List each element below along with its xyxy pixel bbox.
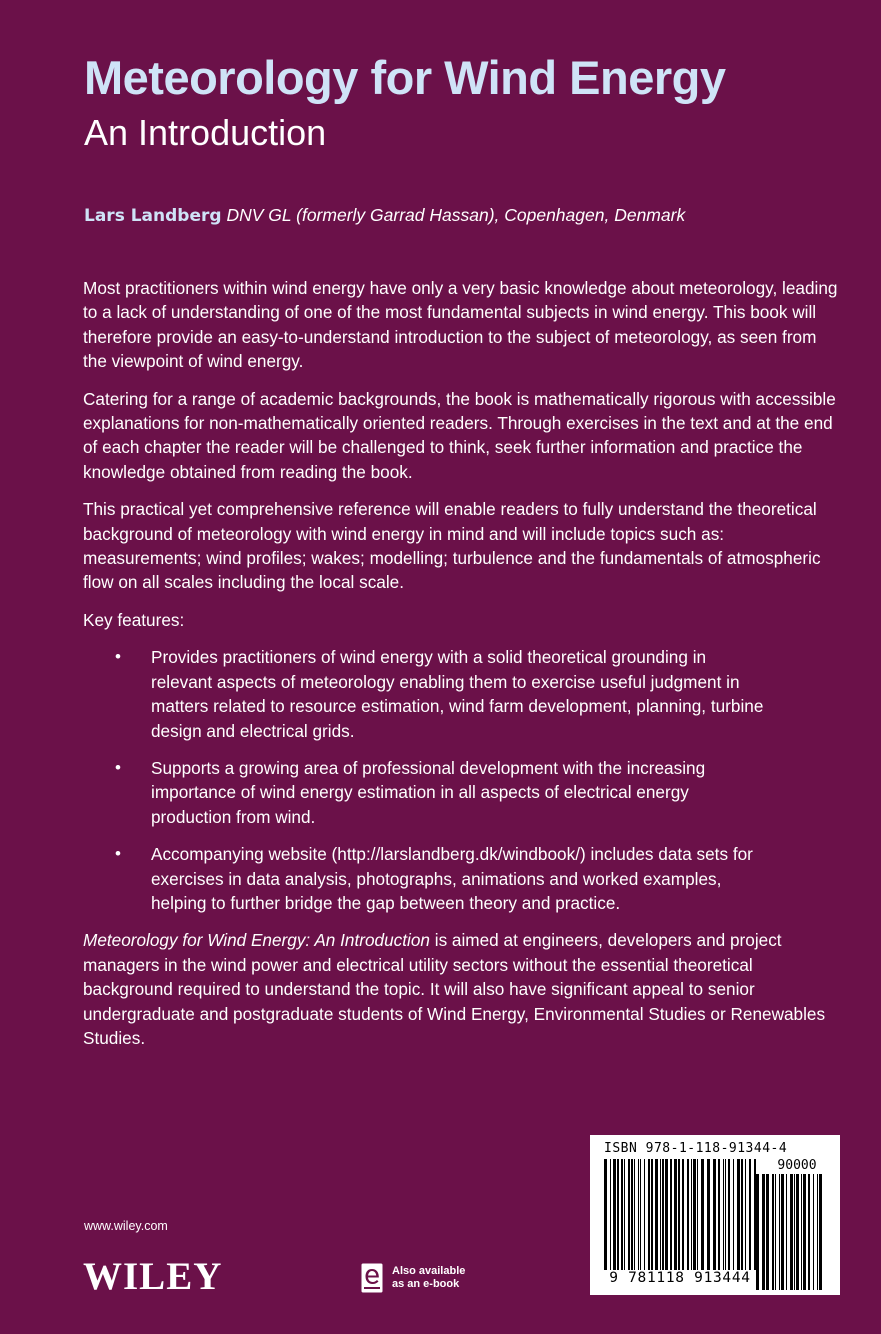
bullet-icon: • — [115, 757, 121, 777]
ebook-line-2: as an e-book — [392, 1278, 460, 1290]
list-item — [83, 842, 843, 915]
bullet-icon: • — [115, 647, 121, 667]
feature-text: Provides practitioners of wind energy with a solid theoretical grounding in relevant aspects of meteorology enabling them to exercise useful judgment in matters related to resource estimation, wind farm development, planning, turbine design and electrical grids. — [151, 647, 764, 741]
feature-text: Accompanying website (http://larslandberg.dk/windbook/) includes data sets for exercises in data analysis, photographs, animations and worked examples, helping to further bridge the gap between theory and practice. — [151, 844, 753, 913]
list-item — [83, 756, 843, 829]
closing-title-italic: Meteorology for Wind Energy: An Introduction — [83, 930, 430, 951]
blurb-paragraph-1: Most practitioners within wind energy have only a very basic knowledge about meteorology, leading to a lack of understanding of one of the most fundamental subjects in wind energy. This book will therefore provide an easy-to-understand introduction to the subject of meteorology, as seen from the viewpoint of wind energy. — [83, 278, 838, 372]
e-book-icon — [361, 1263, 383, 1293]
blurb — [83, 276, 843, 1063]
publisher-logo: WILEY — [83, 1255, 223, 1298]
closing-paragraph — [83, 928, 843, 1050]
bullet-icon: • — [115, 844, 121, 864]
barcode-addon-bars — [756, 1174, 826, 1290]
publisher-website: www.wiley.com — [84, 1219, 168, 1233]
author-name: Lars Landberg — [84, 206, 222, 226]
price-addon-code: 90000 — [777, 1158, 817, 1173]
author-line — [84, 203, 685, 228]
list-item — [83, 645, 843, 743]
author-affiliation: DNV GL (formerly Garrad Hassan), Copenhagen, Denmark — [226, 205, 686, 225]
key-features-list — [83, 645, 843, 915]
feature-text: Supports a growing area of professional development with the increasing importance of wind energy estimation in all aspects of electrical energy production from wind. — [151, 757, 706, 827]
closing-text: is aimed at engineers, developers and project managers in the wind power and electrical utility sectors without the essential theoretical background required to understand the topic. It will also have significant appeal to senior undergraduate and postgraduate students of Wind Energy, Environmental Studies or Renewables Studies. — [83, 930, 826, 1048]
ebook-notice — [361, 1263, 465, 1293]
barcode-digits: 9 781118 913444 — [604, 1270, 756, 1286]
book-subtitle: An Introduction — [84, 112, 327, 153]
barcode — [590, 1135, 840, 1295]
isbn-label: ISBN 978-1-118-91344-4 — [604, 1141, 788, 1156]
ebook-line-1: Also available — [392, 1265, 466, 1277]
book-title: Meteorology for Wind Energy — [84, 51, 726, 104]
barcode-bars — [604, 1159, 756, 1279]
key-features-heading: Key features: — [83, 609, 185, 630]
blurb-paragraph-2: Catering for a range of academic backgrounds, the book is mathematically rigorous with accessible explanations for non-mathematically oriented readers. Through exercises in the text and at the end of each chapter the reader will be challenged to think, seek further information and practice the knowledge obtained from reading the book. — [83, 388, 836, 482]
blurb-paragraph-3: This practical yet comprehensive reference will enable readers to fully understand the theoretical background of meteorology with wind energy in mind and will include topics such as: measurements; wind profiles; wakes; modelling; turbulence and the fundamentals of atmospheric flow on all scales including the local scale. — [83, 499, 821, 593]
